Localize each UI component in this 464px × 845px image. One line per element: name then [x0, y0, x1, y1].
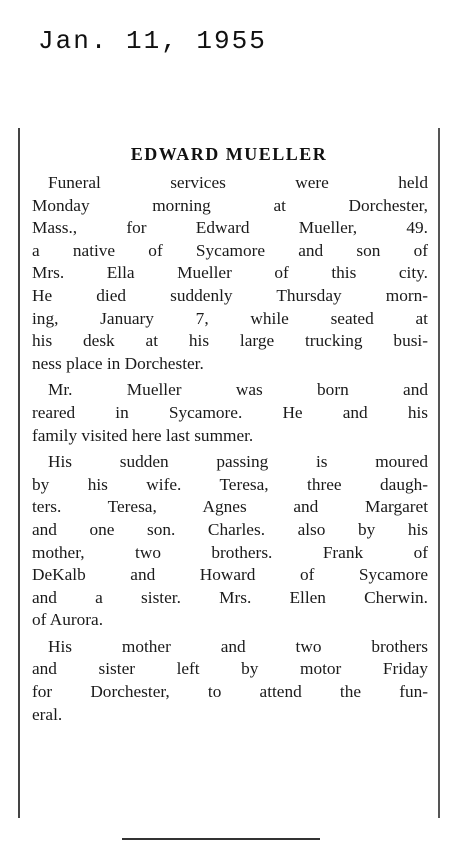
text-line: Mrs. Ella Mueller of this city.	[32, 263, 428, 283]
text-line: a native of Sycamore and son of	[32, 240, 428, 260]
text-line: for Dorchester, to attend the fun-	[32, 682, 428, 702]
text-line: eral.	[32, 704, 63, 724]
newspaper-clipping	[18, 128, 440, 828]
text-line: ters. Teresa, Agnes and Margaret	[32, 497, 428, 517]
article-body	[32, 172, 428, 730]
text-line: his desk at his large trucking busi-	[32, 331, 428, 351]
text-line: mother, two brothers. Frank of	[32, 542, 428, 562]
text-line: His sudden passing is moured	[48, 452, 428, 472]
text-line: Mass., for Edward Mueller, 49.	[32, 218, 428, 238]
text-line: and sister left by motor Friday	[32, 659, 428, 679]
article-paragraph-2	[32, 379, 428, 447]
text-line: Funeral services were held	[48, 173, 428, 192]
text-line: ness place in Dorchester.	[32, 353, 204, 373]
article-paragraph-1	[32, 172, 428, 375]
clipping-left-border	[18, 128, 20, 818]
date-stamp: Jan. 11, 1955	[38, 26, 267, 56]
text-line: of Aurora.	[32, 610, 104, 630]
article-headline: EDWARD MUELLER	[130, 144, 328, 164]
text-line: DeKalb and Howard of Sycamore	[32, 565, 428, 585]
text-line: and one son. Charles. also by his	[32, 519, 428, 539]
article-paragraph-3	[32, 451, 428, 632]
text-line: and a sister. Mrs. Ellen Cherwin.	[32, 587, 428, 607]
end-rule	[122, 838, 320, 840]
text-line: family visited here last summer.	[32, 425, 254, 445]
text-line: His mother and two brothers	[48, 636, 428, 656]
article-paragraph-4	[32, 636, 428, 726]
text-line: Mr. Mueller was born and	[48, 380, 428, 400]
text-line: Monday morning at Dorchester,	[32, 195, 428, 215]
text-line: reared in Sycamore. He and his	[32, 402, 428, 422]
clipping-right-border	[438, 128, 440, 818]
text-line: by his wife. Teresa, three daugh-	[32, 474, 428, 494]
text-line: ing, January 7, while seated at	[32, 308, 428, 328]
text-line: He died suddenly Thursday morn-	[32, 285, 428, 305]
